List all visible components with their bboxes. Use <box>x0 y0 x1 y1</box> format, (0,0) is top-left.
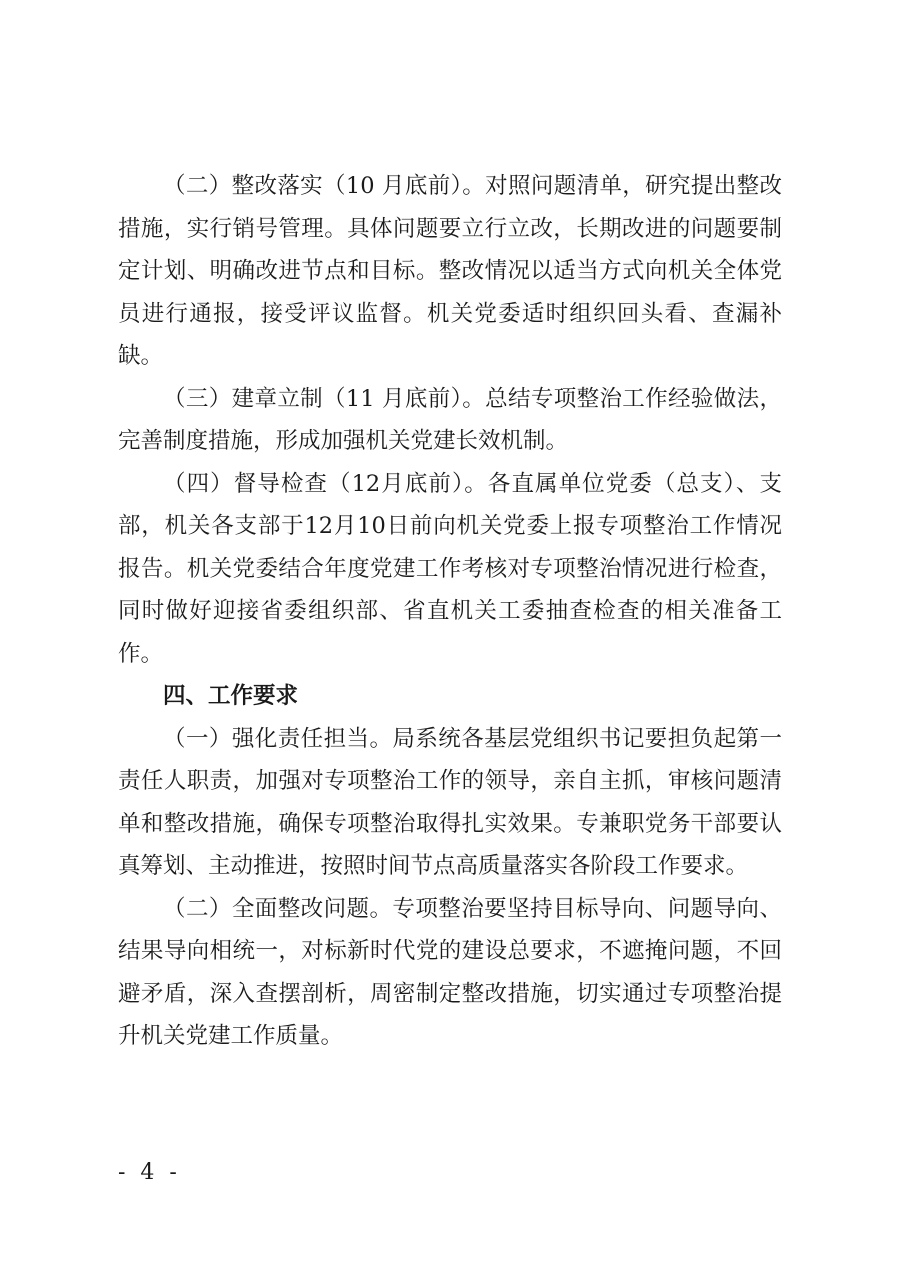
paragraph-responsibility: （一）强化责任担当。局系统各基层党组织书记要担负起第一责任人职责，加强对专项整治工作的领导，亲自主抓，审核问题清单和整改措施，确保专项整治取得扎实效果。专兼职党务干部要认真筹划、主动推进，按照时间节点高质量落实各阶段工作要求。 <box>118 725 782 879</box>
section-heading-work-requirements: 四、工作要求 <box>163 683 299 709</box>
paragraph-inspection: （四）督导检查（12月底前）。各直属单位党委（总支）、支部，机关各支部于12月10日前向机关党委上报专项整治工作情况报告。机关党委结合年度党建工作考核对专项整治情况进行检查，同时做好迎接省委组织部、省直机关工委抽查检查的相关准备工作。 <box>118 470 782 667</box>
document-body <box>118 165 782 1058</box>
paragraph-rectification: （二）整改落实（10 月底前）。对照问题清单，研究提出整改措施，实行销号管理。具体问题要立行立改，长期改进的问题要制定计划、明确改进节点和目标。整改情况以适当方式向机关全体党员进行通报，接受评议监督。机关党委适时组织回头看、查漏补缺。 <box>118 173 782 369</box>
paragraph-regulations: （三）建章立制（11 月底前）。总结专项整治工作经验做法，完善制度措施，形成加强机关党建长效机制。 <box>118 385 782 454</box>
paragraph-comprehensive-rectification: （二）全面整改问题。专项整治要坚持目标导向、问题导向、结果导向相统一，对标新时代党的建设总要求，不遮掩问题，不回避矛盾，深入查摆剖析，周密制定整改措施，切实通过专项整治提升机关党建工作质量。 <box>118 895 782 1049</box>
page-number: - 4 - <box>118 1160 181 1185</box>
